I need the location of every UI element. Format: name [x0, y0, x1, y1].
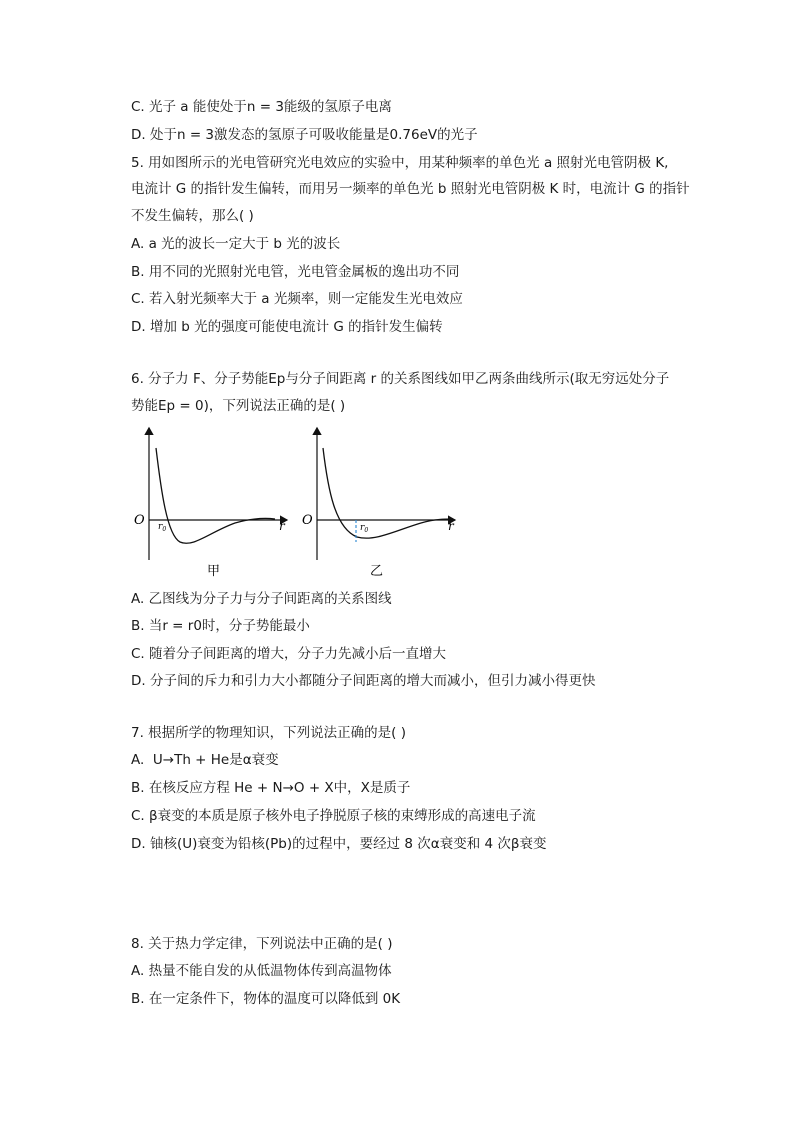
- q7-stem: 7. 根据所学的物理知识，下列说法正确的是( ): [131, 725, 406, 741]
- q7-option-a: [131, 751, 279, 769]
- q6-option-c: C. 随着分子间距离的增大，分子力先减小后一直增大: [131, 646, 447, 662]
- q5-option-c: C. 若入射光频率大于 a 光频率，则一定能发生光电效应: [131, 291, 463, 307]
- jia-r0-label: $r_0$: [158, 522, 167, 533]
- q5-stem-line2: 电流计 G 的指针发生偏转，而用另一频率的单色光 b 照射光电管阴极 K 时，电流计 G 的指针: [131, 181, 690, 197]
- yi-origin: O: [302, 513, 313, 528]
- q6-option-a: A. 乙图线为分子力与分子间距离的关系图线: [131, 591, 392, 607]
- q7-option-c: C. β衰变的本质是原子核外电子挣脱原子核的束缚形成的高速电子流: [131, 808, 536, 824]
- q6-stem-line2: 势能Ep = 0)，下列说法正确的是( ): [131, 398, 346, 414]
- yi-r0-label: $r_0$: [360, 523, 369, 534]
- q5-stem-line3: 不发生偏转，那么( ): [131, 208, 254, 224]
- graph-yi: [302, 428, 455, 579]
- q8-option-a: A. 热量不能自发的从低温物体传到高温物体: [131, 963, 392, 979]
- label-jia: 甲: [207, 564, 221, 579]
- yi-r-label: r: [448, 519, 454, 533]
- q6-option-b: B. 当r = r0时，分子势能最小: [131, 618, 310, 634]
- jia-curve: [156, 448, 275, 543]
- q8-option-b: B. 在一定条件下，物体的温度可以降低到 0K: [131, 991, 401, 1007]
- jia-origin: O: [134, 513, 145, 528]
- q7-option-a-prefix: A.: [131, 752, 153, 768]
- q5-option-a: A. a 光的波长一定大于 b 光的波长: [131, 236, 341, 252]
- q7-option-a-equation: U→Th + He是α衰变: [152, 752, 279, 768]
- q4-option-d: D. 处于n = 3激发态的氢原子可吸收能量是0.76eV的光子: [131, 127, 478, 143]
- jia-r-label: r: [279, 519, 285, 533]
- yi-curve: [323, 448, 453, 538]
- q7-option-d: D. 铀核(U)衰变为铅核(Pb)的过程中，要经过 8 次α衰变和 4 次β衰变: [131, 836, 547, 852]
- q8-stem: 8. 关于热力学定律，下列说法中正确的是( ): [131, 936, 393, 952]
- q6-figure: [125, 420, 475, 585]
- label-yi: 乙: [370, 564, 384, 579]
- graph-jia: [134, 428, 287, 579]
- q5-option-d: D. 增加 b 光的强度可能使电流计 G 的指针发生偏转: [131, 319, 443, 335]
- q7-option-b: B. 在核反应方程 He + N→O + X中，X是质子: [131, 780, 411, 796]
- q6-stem-line1: 6. 分子力 F、分子势能Ep与分子间距离 r 的关系图线如甲乙两条曲线所示(取无穷远处分子: [131, 371, 670, 387]
- q6-option-d: D. 分子间的斥力和引力大小都随分子间距离的增大而减小，但引力减小得更快: [131, 673, 596, 689]
- q4-option-c: C. 光子 a 能使处于n = 3能级的氢原子电离: [131, 99, 392, 115]
- q5-stem-line1: 5. 用如图所示的光电管研究光电效应的实验中，用某种频率的单色光 a 照射光电管阴极 K,: [131, 155, 669, 171]
- q5-option-b: B. 用不同的光照射光电管，光电管金属板的逸出功不同: [131, 264, 460, 280]
